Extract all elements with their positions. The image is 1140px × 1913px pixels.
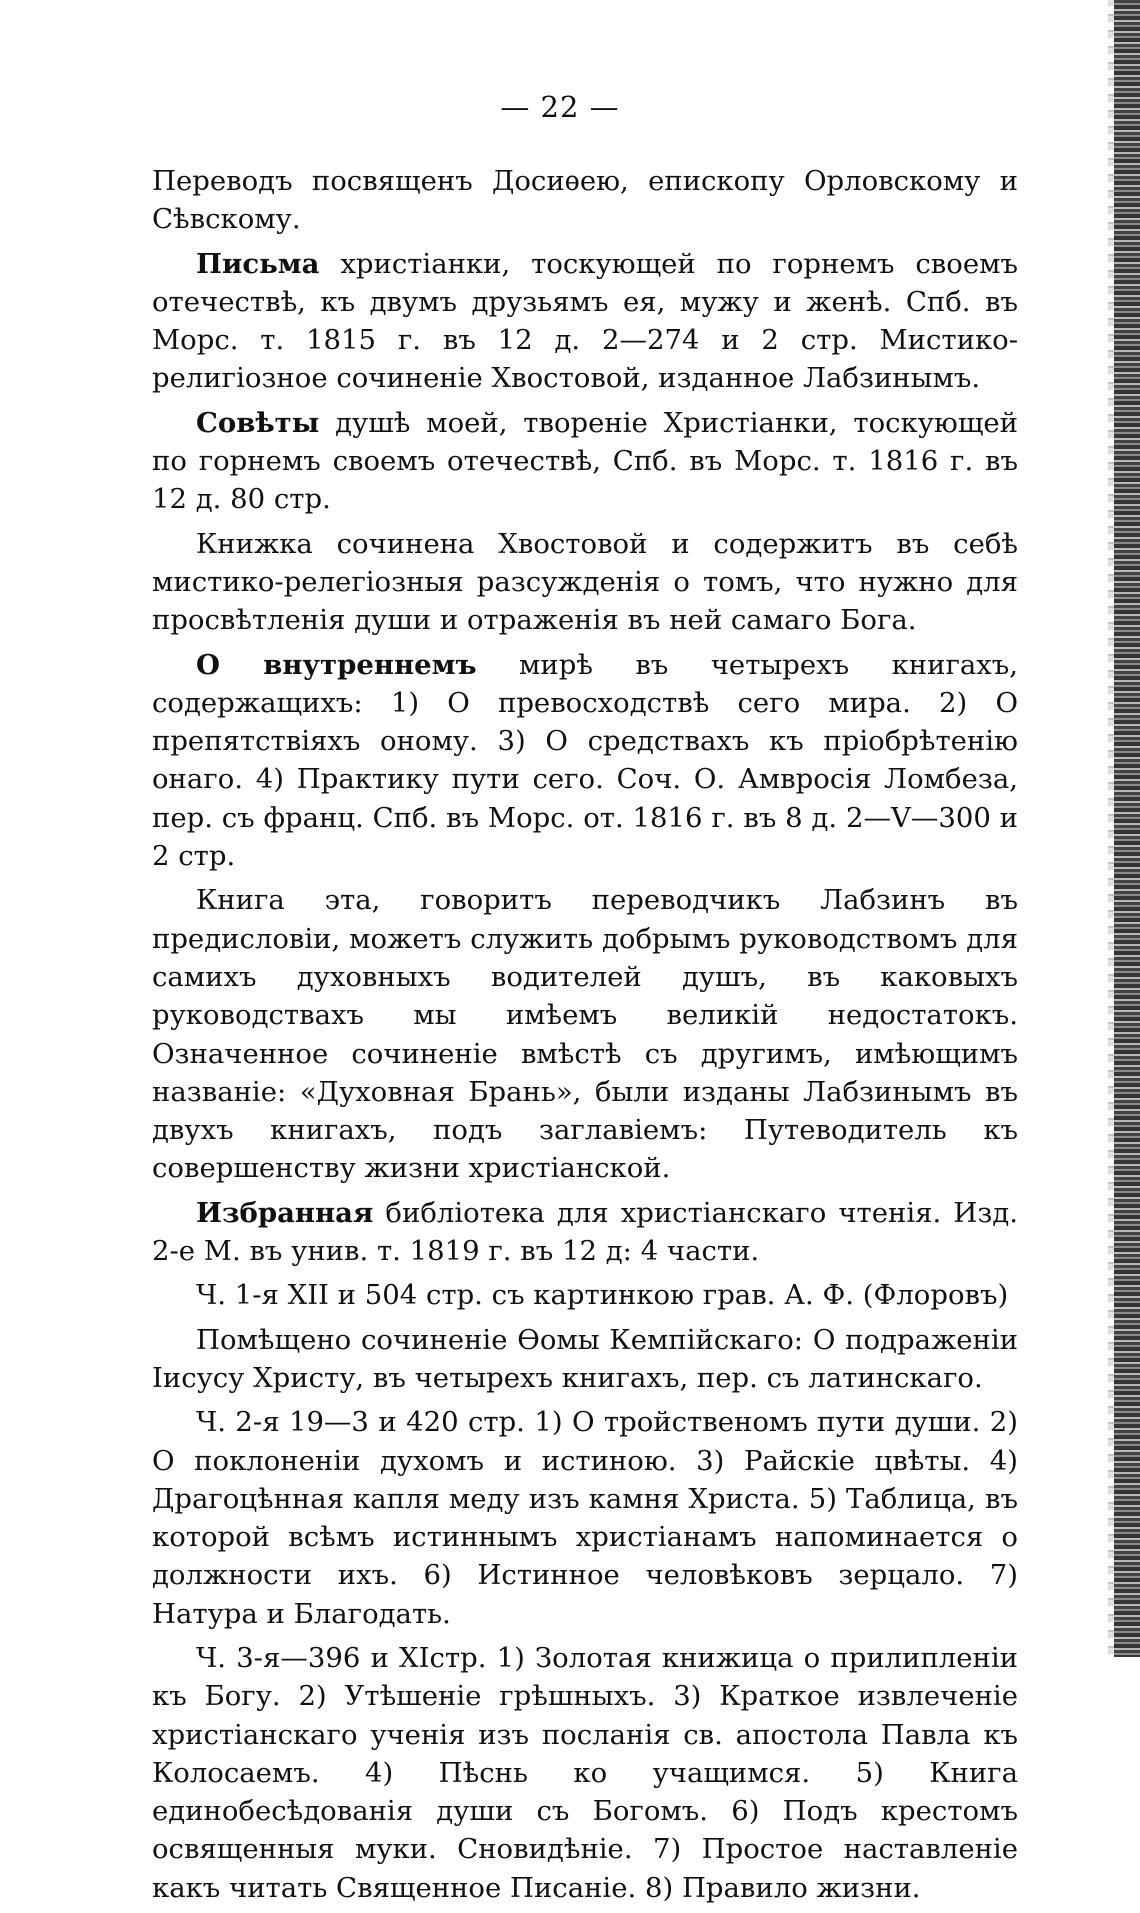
paragraph-text: христіанки, тоскующей по горнемъ своемъ отечествѣ, къ двумъ друзьямъ ея, мужу и женѣ. Спб. въ Морс. т. 1815 г. въ 12 д. 2—274 и 2 стр. Мистико-религіозное сочиненіе Хвостовой, изданное Лабзинымъ. [152, 247, 1018, 395]
paragraph [152, 881, 1018, 1187]
paragraph [152, 1403, 1018, 1633]
paragraph [152, 245, 1018, 398]
paragraph [152, 525, 1018, 640]
paragraph [152, 646, 1018, 876]
page-number: — 22 — [500, 90, 620, 124]
paragraph-text: Ч. 1-я XII и 504 стр. съ картинкою грав. А. Ф. (Флоровъ) [196, 1279, 1009, 1312]
page-edge-binding [1114, 0, 1140, 1657]
paragraph [152, 1276, 1018, 1314]
paragraph-text: душѣ моей, твореніе Христіанки, тоскующей по горнемъ своемъ отечествѣ, Спб. въ Морс. т. 1816 г. въ 12 д. 80 стр. [152, 406, 1018, 516]
paragraph-text: мирѣ въ четырехъ книгахъ, содержащихъ: 1) О превосходствѣ сего мира. 2) О препятствіяхъ оному. 3) О средствахъ къ пріобрѣтенію онаго. 4) Практику пути сего. Соч. О. Амвросія Ломбеза, пер. съ франц. Спб. въ Морс. от. 1816 г. въ 8 д. 2—V—300 и 2 стр. [152, 648, 1018, 873]
paragraph-lead: Избранная [196, 1196, 374, 1229]
paragraph-text: Переводъ посвященъ Досиѳею, епископу Орловскому и Сѣвскому. [152, 165, 1018, 236]
paragraph [152, 1194, 1018, 1271]
paragraph [152, 162, 1018, 239]
paragraph-lead: Совѣты [196, 406, 320, 439]
paragraph-text: Книга эта, говоритъ переводчикъ Лабзинъ въ предисловіи, можетъ служить добрымъ руководствомъ для самихъ духовныхъ водителей душъ, въ каковыхъ руководствахъ мы имѣемъ великій недостатокъ. Означенное сочиненіе вмѣстѣ съ другимъ, имѣющимъ названіе: «Духовная Брань», были изданы Лабзинымъ въ двухъ книгахъ, подъ заглавіемъ: Путеводитель къ совершенству жизни христіанской. [152, 884, 1018, 1185]
paragraph-lead: О внутреннемъ [196, 648, 477, 681]
paragraph-text: Ч. 3-я—396 и XIстр. 1) Золотая книжица о прилипленіи къ Богу. 2) Утѣшеніе грѣшныхъ. 3) Краткое извлеченіе христіанскаго ученія изъ посланія св. апостола Павла къ Колосаемъ. 4) Пѣснь ко учащимся. 5) Книга единобесѣдованія души съ Богомъ. 6) Подъ крестомъ освященныя муки. Сновидѣніе. 7) Простое наставленіе какъ читать Священное Писаніе. 8) Правило жизни. [152, 1641, 1018, 1904]
paragraph-text: библіотека для христіанскаго чтенія. Изд. 2-е М. въ унив. т. 1819 г. въ 12 д: 4 части. [152, 1196, 1018, 1268]
paragraph-lead: Письма [196, 247, 320, 280]
paragraph [152, 404, 1018, 519]
paragraph [152, 1639, 1018, 1907]
paragraph-text: Ч. 2-я 19—3 и 420 стр. 1) О тройственомъ пути души. 2) О поклоненіи духомъ и истиною. 3) Райскіе цвѣты. 4) Драгоцѣнная капля меду изъ камня Христа. 5) Таблица, въ которой всѣмъ истиннымъ христіанамъ напоминается о должности ихъ. 6) Истинное человѣковъ зерцало. 7) Натура и Благодать. [152, 1406, 1018, 1630]
body-text [152, 162, 1018, 1913]
paragraph-text: Книжка сочинена Хвостовой и содержитъ въ себѣ мистико-релегіозныя разсужденія о томъ, что нужно для просвѣтленія души и отраженія въ ней самаго Бога. [152, 527, 1018, 637]
paragraph [152, 1321, 1018, 1398]
paragraph-text: Помѣщено сочиненіе Ѳомы Кемпійскаго: О подраженіи Іисусу Христу, въ четырехъ книгахъ, пер. съ латинскаго. [152, 1323, 1018, 1394]
